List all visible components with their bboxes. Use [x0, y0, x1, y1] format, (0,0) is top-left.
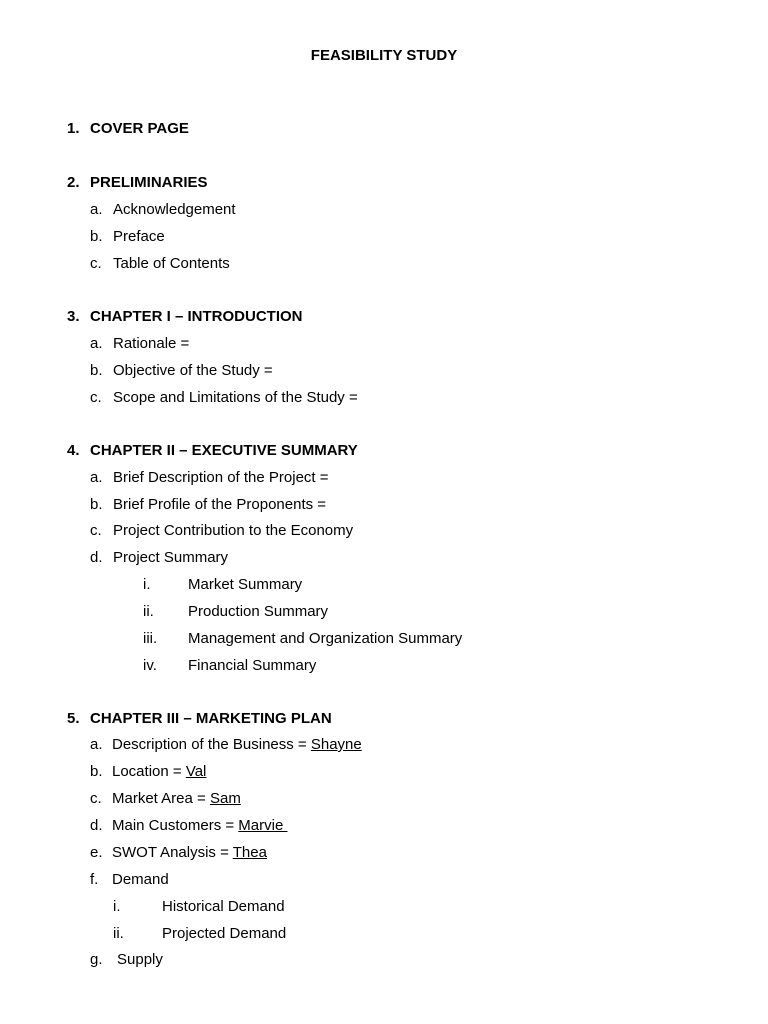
section-heading-introduction: CHAPTER I – INTRODUCTION [90, 308, 303, 325]
subitem-marker: ii. [143, 603, 154, 620]
item-text: Rationale = [113, 335, 190, 352]
subitem-text: Management and Organization Summary [188, 630, 463, 647]
item-text: Main Customers = Marvie [112, 817, 288, 834]
subitem-marker: iii. [143, 630, 158, 647]
item-text: Acknowledgement [113, 201, 236, 218]
subitem-text: Production Summary [188, 603, 329, 620]
item-marker: g. [90, 951, 103, 968]
section-heading-cover-page: COVER PAGE [90, 120, 189, 137]
item-text: Preface [113, 228, 165, 245]
item-marker: b. [90, 362, 103, 379]
section-number: 3. [67, 308, 80, 325]
item-text: Location = Val [112, 763, 207, 780]
section-number: 4. [67, 442, 80, 459]
subitem-marker: ii. [113, 925, 124, 942]
item-marker: f. [90, 871, 99, 888]
item-text: Supply [117, 951, 163, 968]
item-marker: d. [90, 817, 103, 834]
item-text: Brief Description of the Project = [113, 469, 329, 486]
assignee-name: Sam [209, 790, 241, 807]
item-marker: d. [90, 549, 103, 566]
item-marker: c. [90, 389, 102, 406]
item-text: Table of Contents [113, 255, 230, 272]
subitem-marker: iv. [143, 657, 157, 674]
subitem-text: Financial Summary [188, 657, 317, 674]
item-text: Description of the Business = Shayne [112, 736, 362, 753]
item-text: Project Contribution to the Economy [113, 522, 354, 539]
item-marker: c. [90, 255, 102, 272]
item-marker: b. [90, 763, 103, 780]
item-text: Demand [112, 871, 169, 888]
item-marker: a. [90, 736, 103, 753]
subitem-text: Projected Demand [162, 925, 287, 942]
item-marker: b. [90, 496, 103, 513]
section-heading-preliminaries: PRELIMINARIES [90, 174, 208, 191]
item-text: Brief Profile of the Proponents = [113, 496, 327, 513]
item-text: Market Area = Sam [112, 790, 241, 807]
item-marker: e. [90, 844, 103, 861]
subitem-text: Market Summary [188, 576, 303, 593]
item-text: Scope and Limitations of the Study = [113, 389, 358, 406]
subitem-text: Historical Demand [162, 898, 285, 915]
document-title: FEASIBILITY STUDY [310, 47, 458, 64]
section-number: 5. [67, 710, 80, 727]
item-text: Project Summary [113, 549, 229, 566]
item-marker: b. [90, 228, 103, 245]
subitem-marker: i. [113, 898, 121, 915]
section-number: 1. [67, 120, 80, 137]
assignee-name: Marvie [238, 817, 288, 834]
assignee-name: Thea [232, 844, 267, 861]
assignee-name: Shayne [310, 736, 362, 753]
item-marker: c. [90, 522, 102, 539]
item-text: Objective of the Study = [113, 362, 273, 379]
section-heading-executive-summary: CHAPTER II – EXECUTIVE SUMMARY [90, 442, 358, 459]
item-marker: a. [90, 201, 103, 218]
item-marker: a. [90, 469, 103, 486]
item-marker: a. [90, 335, 103, 352]
assignee-name: Val [185, 763, 207, 780]
subitem-marker: i. [143, 576, 151, 593]
section-number: 2. [67, 174, 80, 191]
item-text: SWOT Analysis = Thea [112, 844, 267, 861]
section-heading-marketing-plan: CHAPTER III – MARKETING PLAN [90, 710, 332, 727]
item-marker: c. [90, 790, 102, 807]
